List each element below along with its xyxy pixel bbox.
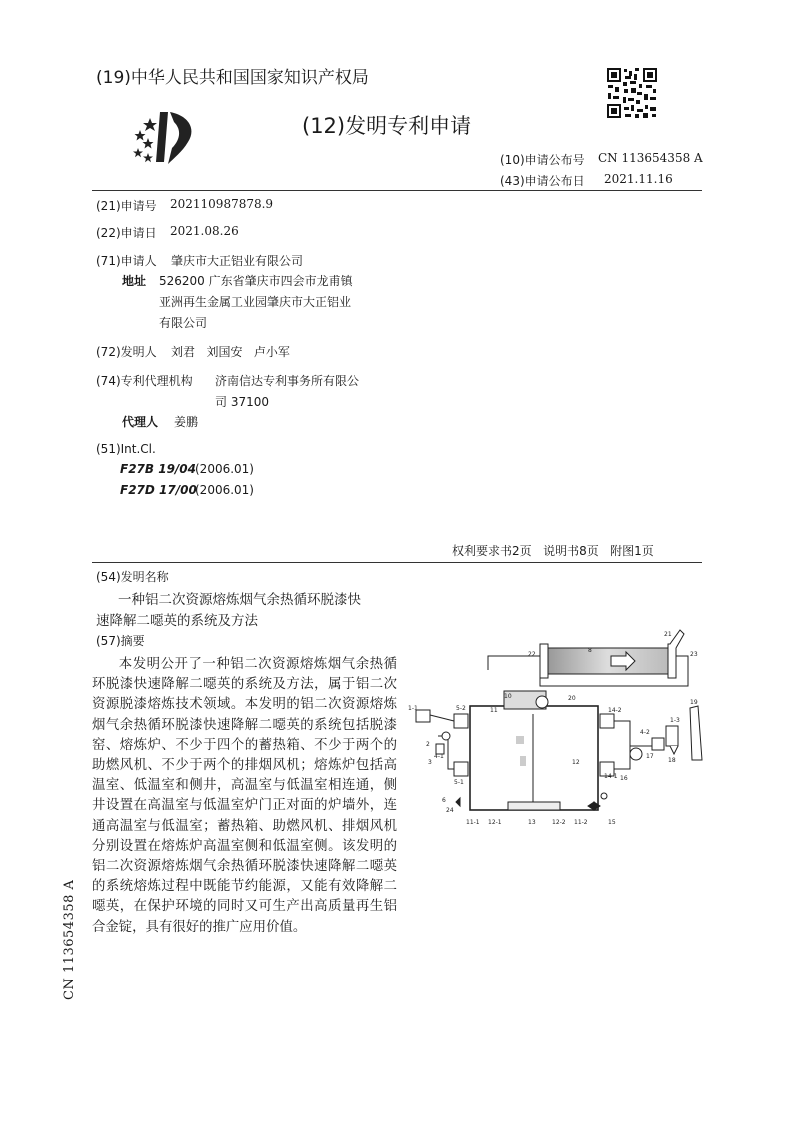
figure-label-20: 20 (568, 695, 576, 702)
figure-label-23: 23 (690, 651, 698, 658)
invention-title-line-2: 速降解二噁英的系统及方法 (96, 613, 258, 629)
figure-label-8: 8 (588, 647, 592, 654)
abstract-label: (57)摘要 (96, 634, 145, 648)
applicant: 肇庆市大正铝业有限公司 (171, 254, 304, 268)
application-number-label: (21)申请号 (96, 199, 157, 213)
figure-label-18: 18 (668, 757, 676, 764)
figure-label-13: 13 (528, 819, 536, 826)
address-line-3: 有限公司 (159, 316, 208, 330)
applicant-label: (71)申请人 (96, 254, 157, 268)
figure-label-24: 24 (446, 807, 454, 814)
system-diagram (408, 626, 708, 851)
melting-furnace (470, 706, 598, 810)
agent: 姜鹏 (174, 415, 199, 429)
title-label: (54)发明名称 (96, 570, 169, 584)
document-type: (12)发明专利申请 (302, 114, 472, 138)
address-line-1: 526200 广东省肇庆市四会市龙甫镇 (159, 274, 353, 288)
header-divider (92, 190, 702, 191)
invention-title-line-1: 一种铝二次资源熔炼烟气余热循环脱漆快 (118, 592, 361, 608)
ipc-version-2: (2006.01) (195, 483, 254, 497)
paint-removal-kiln (548, 648, 668, 674)
figure-label-6: 6 (442, 797, 446, 804)
figure-label-16: 16 (620, 775, 628, 782)
pages-divider (92, 562, 702, 563)
figure-label-3: 3 (428, 759, 432, 766)
figure-label-12-1: 12-1 (488, 819, 502, 826)
address-line-2: 亚洲再生金属工业园肇庆市大正铝业 (159, 295, 352, 309)
side-publication-number: CN 113654358 A (62, 879, 77, 1000)
figure-label-10: 10 (504, 693, 512, 700)
ipc-code-2: F27D 17/00 (120, 483, 197, 497)
figure-label-1-1: 1-1 (408, 705, 418, 712)
figure-label-5-2: 5-2 (456, 705, 466, 712)
figure-label-12: 12 (572, 759, 580, 766)
application-date: 2021.08.26 (170, 224, 239, 238)
abstract (92, 655, 397, 938)
address-label: 地址 (122, 274, 147, 288)
application-date-label: (22)申请日 (96, 226, 157, 240)
figure-label-11-2: 11-2 (574, 819, 588, 826)
qr-code (606, 67, 658, 119)
figure-label-12-2: 12-2 (552, 819, 566, 826)
agency-line-1: 济南信达专利事务所有限公 (215, 374, 360, 388)
application-number: 202110987878.9 (170, 197, 274, 211)
ipc-version-1: (2006.01) (195, 462, 254, 476)
publication-date-label: (43)申请公布日 (500, 174, 585, 188)
inventors: 刘君 刘国安 卢小军 (171, 345, 290, 359)
inventor-label: (72)发明人 (96, 345, 157, 359)
figure-label-15: 15 (608, 819, 616, 826)
figure-label-5-1: 5-1 (454, 779, 464, 786)
figure-label-1-3: 1-3 (670, 717, 680, 724)
figure-label-11-1: 11-1 (466, 819, 480, 826)
ipc-label: (51)Int.Cl. (96, 442, 156, 456)
figure-label-4-1: 4-1 (434, 753, 444, 760)
cnipa-logo (130, 108, 210, 168)
figure-label-19: 19 (690, 699, 698, 706)
figure-label-11: 11 (490, 707, 498, 714)
publication-date: 2021.11.16 (604, 172, 673, 186)
figure-label-21: 21 (664, 631, 672, 638)
figure-label-22: 22 (528, 651, 536, 658)
abstract-text: 本发明公开了一种铝二次资源熔炼烟气余热循环脱漆快速降解二噁英的系统及方法，属于铝二次资源脱漆熔炼技术领域。本发明的铝二次资源熔炼烟气余热循环脱漆快速降解二噁英的系统包括脱漆窑、熔炼炉、不少于四个的蓄热箱、不少于两个的助燃风机、不少于两个的排烟风机；熔炼炉包括高温室、低温室和侧井，高温室与低温室相连通，侧井设置在高温室与低温室炉门正对面的炉墙外，连通高温室与低温室；蓄热箱、助燃风机、排烟风机分别设置在熔炼炉高温室侧和低温室侧。该发明的铝二次资源熔炼烟气余热循环脱漆快速降解二噁英的系统熔炼过程中既能节约能源，又能有效降解二噁英，在保护环境的同时又可生产出高质量再生铝合金锭，具有很好的推广应用价值。 (92, 657, 397, 935)
publication-number-label: (10)申请公布号 (500, 153, 585, 167)
agent-label: 代理人 (122, 415, 159, 429)
publication-number: CN 113654358 A (598, 151, 703, 165)
office-name: (19)中华人民共和国国家知识产权局 (96, 68, 369, 88)
figure-label-17: 17 (646, 753, 654, 760)
figure-label-14-1: 14-1 (604, 773, 618, 780)
agency-line-2: 司 37100 (215, 395, 269, 409)
pages-info: 权利要求书2页 说明书8页 附图1页 (452, 544, 654, 558)
figure-label-14-2: 14-2 (608, 707, 622, 714)
figure-label-4-2: 4-2 (640, 729, 650, 736)
agency-label: (74)专利代理机构 (96, 374, 193, 388)
ipc-code-1: F27B 19/04 (120, 462, 197, 476)
figure-label-2: 2 (426, 741, 430, 748)
